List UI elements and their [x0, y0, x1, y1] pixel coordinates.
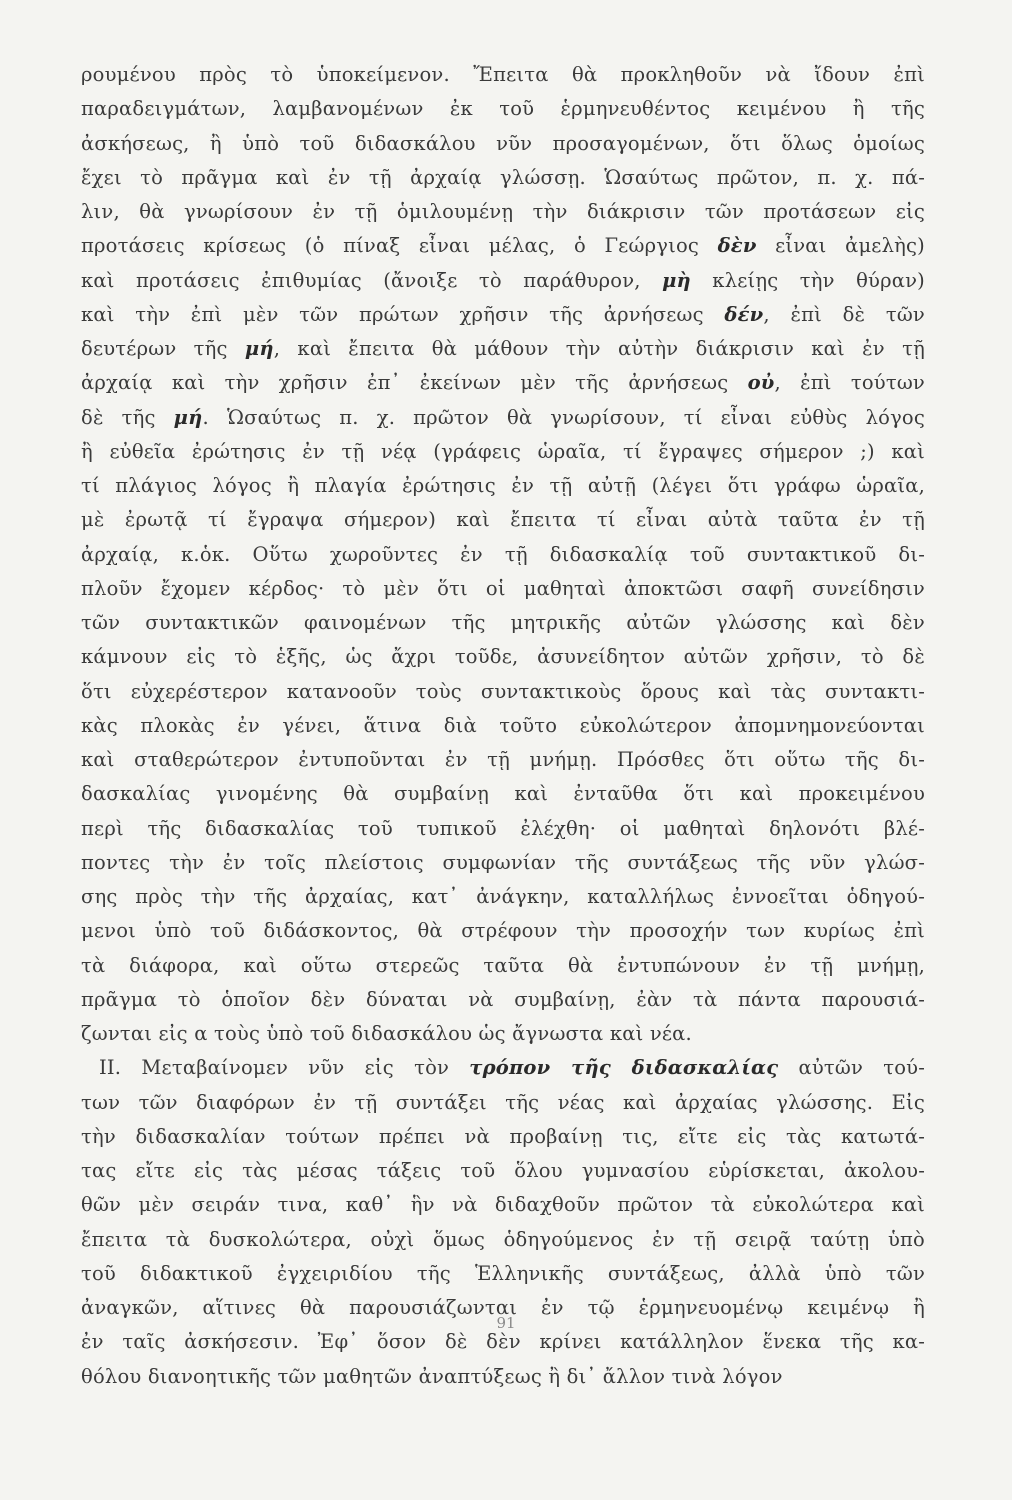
- text-line: ἀρχαίᾳ καὶ τὴν χρῆσιν ἐπ᾿ ἐκείνων μὲν τῆς ἀρνήσεως οὐ, ἐπὶ τούτων: [81, 371, 925, 395]
- text-line: παραδειγμάτων, λαμβανομένων ἐκ τοῦ ἑρμηνευθέντος κειμένου ἢ τῆς: [81, 97, 925, 121]
- emphasized-word: δέν: [724, 302, 764, 326]
- emphasized-word: μὴ: [662, 268, 691, 292]
- text-line: ρουμένου πρὸς τὸ ὑποκείμενον. Ἔπειτα θὰ προκληθοῦν νὰ ἴδουν ἐπὶ: [81, 63, 925, 86]
- text-line: τας εἴτε εἰς τὰς μέσας τάξεις τοῦ ὅλου γυμνασίου εὑρίσκεται, ἀκολου-: [81, 1159, 925, 1182]
- text-line: δὲ τῆς μή. Ὡσαύτως π. χ. πρῶτον θὰ γνωρίσουν, τί εἶναι εὐθὺς λόγος: [81, 405, 925, 429]
- text-line: τί πλάγιος λόγος ἢ πλαγία ἐρώτησις ἐν τῇ αὐτῇ (λέγει ὅτι γράφω ὡραῖα,: [81, 474, 925, 497]
- emphasized-word: δὲν: [717, 234, 757, 258]
- text-line: των τῶν διαφόρων ἐν τῇ συντάξει τῆς νέας καὶ ἀρχαίας γλώσσης. Εἰς: [81, 1090, 925, 1114]
- text-line: δευτέρων τῆς μή, καὶ ἔπειτα θὰ μάθουν τὴν αὐτὴν διάκρισιν καὶ ἐν τῇ: [81, 337, 925, 360]
- page-number: 91: [496, 1314, 516, 1332]
- text-line: ἀσκήσεως, ἢ ὑπὸ τοῦ διδασκάλου νῦν προσαγομένων, ὅτι ὅλως ὁμοίως: [81, 131, 925, 155]
- text-line: κάμνουν εἰς τὸ ἑξῆς, ὡς ἄχρι τοῦδε, ἀσυνείδητον αὐτῶν χρῆσιν, τὸ δὲ: [81, 645, 925, 669]
- text-line: τῶν συντακτικῶν φαινομένων τῆς μητρικῆς αὐτῶν γλώσσης καὶ δὲν: [81, 611, 925, 634]
- text-line: τὴν διδασκαλίαν τούτων πρέπει νὰ προβαίνῃ τις, εἴτε εἰς τὰς κατωτά-: [81, 1124, 925, 1148]
- text-line: θῶν μὲν σειράν τινα, καθ᾿ ἣν νὰ διδαχθοῦν πρῶτον τὰ εὐκολώτερα καὶ: [81, 1193, 925, 1217]
- text-line: περὶ τῆς διδασκαλίας τοῦ τυπικοῦ ἐλέχθη· οἱ μαθηταὶ δηλονότι βλέ-: [81, 816, 925, 840]
- text-line: πρᾶγμα τὸ ὁποῖον δὲν δύναται νὰ συμβαίνῃ, ἐὰν τὰ πάντα παρουσιά-: [81, 987, 925, 1011]
- text-line: ἢ εὐθεῖα ἐρώτησις ἐν τῇ νέᾳ (γράφεις ὡραῖα, τί ἔγραψες σήμερον ;) καὶ: [81, 439, 925, 463]
- text-line: II. Μεταβαίνομεν νῦν εἰς τὸν τρόπον τῆς διδασκαλίας αὐτῶν τού-: [99, 1056, 926, 1080]
- text-line: καὶ σταθερώτερον ἐντυποῦνται ἐν τῇ μνήμῃ. Πρόσθες ὅτι οὕτω τῆς δι-: [81, 748, 925, 771]
- text-line: καὶ προτάσεις ἐπιθυμίας (ἄνοιξε τὸ παράθυρον, μὴ κλείῃς τὴν θύραν): [81, 268, 925, 292]
- text-line: ἀρχαίᾳ, κ.ὁκ. Οὕτω χωροῦντες ἐν τῇ διδασκαλίᾳ τοῦ συντακτικοῦ δι-: [81, 542, 925, 566]
- text-line: καὶ τὴν ἐπὶ μὲν τῶν πρώτων χρῆσιν τῆς ἀρνήσεως δέν, ἐπὶ δὲ τῶν: [81, 302, 925, 326]
- text-line: κὰς πλοκὰς ἐν γένει, ἅτινα διὰ τοῦτο εὐκολώτερον ἀπομνημονεύονται: [81, 713, 925, 737]
- text-line: σης πρὸς τὴν τῆς ἀρχαίας, κατ᾿ ἀνάγκην, καταλλήλως ἐννοεῖται ὁδηγού-: [81, 885, 925, 908]
- text-line: θόλου διανοητικῆς τῶν μαθητῶν ἀναπτύξεως ἢ δι᾿ ἄλλον τινὰ λόγον: [81, 1364, 783, 1388]
- text-line: ὅτι εὐχερέστερον κατανοοῦν τοὺς συντακτικοὺς ὅρους καὶ τὰς συντακτι-: [81, 679, 925, 703]
- text-line: πλοῦν ἔχομεν κέρδος· τὸ μὲν ὅτι οἱ μαθηταὶ ἀποκτῶσι σαφῆ συνείδησιν: [81, 576, 925, 600]
- text-line: μὲ ἐρωτᾷ τί ἔγραψα σήμερον) καὶ ἔπειτα τί εἶναι αὐτὰ ταῦτα ἐν τῇ: [81, 508, 925, 532]
- text-line: μενοι ὑπὸ τοῦ διδάσκοντος, θὰ στρέφουν τὴν προσοχήν των κυρίως ἐπὶ: [81, 919, 925, 943]
- text-line: ζωνται εἰς α τοὺς ὑπὸ τοῦ διδασκάλου ὡς ἄγνωστα καὶ νέα.: [81, 1022, 692, 1045]
- text-line: προτάσεις κρίσεως (ὁ πίναξ εἶναι μέλας, ὁ Γεώργιος δὲν εἶναι ἀμελὴς): [81, 234, 925, 258]
- text-line: λιν, θὰ γνωρίσουν ἐν τῇ ὁμιλουμένῃ τὴν διάκρισιν τῶν προτάσεων εἰς: [81, 200, 925, 223]
- text-line: ἔχει τὸ πρᾶγμα καὶ ἐν τῇ ἀρχαίᾳ γλώσσῃ. Ὡσαύτως πρῶτον, π. χ. πά-: [81, 165, 925, 189]
- text-line: ποντες τὴν ἐν τοῖς πλείστοις συμφωνίαν τῆς συντάξεως τῆς νῦν γλώσ-: [81, 850, 925, 874]
- text-line: τὰ διάφορα, καὶ οὕτω στερεῶς ταῦτα θὰ ἐντυπώνουν ἐν τῇ μνήμῃ,: [81, 953, 925, 977]
- text-line: δασκαλίας γινομένης θὰ συμβαίνῃ καὶ ἐνταῦθα ὅτι καὶ προκειμένου: [81, 782, 925, 806]
- text-line: ἀναγκῶν, αἵτινες θὰ παρουσιάζωνται ἐν τῷ ἑρμηνευομένῳ κειμένῳ ἢ: [81, 1296, 925, 1319]
- emphasized-word: οὐ: [747, 371, 775, 395]
- text-line: τοῦ διδακτικοῦ ἐγχειριδίου τῆς Ἑλληνικῆς συντάξεως, ἀλλὰ ὑπὸ τῶν: [81, 1261, 925, 1285]
- text-line: ἐν ταῖς ἀσκήσεσιν. Ἐφ᾿ ὅσον δὲ δὲν κρίνει κατάλληλον ἕνεκα τῆς κα-: [81, 1330, 925, 1354]
- emphasized-word: μή: [173, 405, 203, 429]
- page-body: [81, 58, 925, 1394]
- emphasized-word: τρόπον τῆς διδασκαλίας: [469, 1056, 779, 1080]
- text-line: ἔπειτα τὰ δυσκολώτερα, οὐχὶ ὅμως ὁδηγούμενος ἐν τῇ σειρᾷ ταύτῃ ὑπὸ: [81, 1227, 925, 1251]
- emphasized-word: μή: [244, 337, 274, 360]
